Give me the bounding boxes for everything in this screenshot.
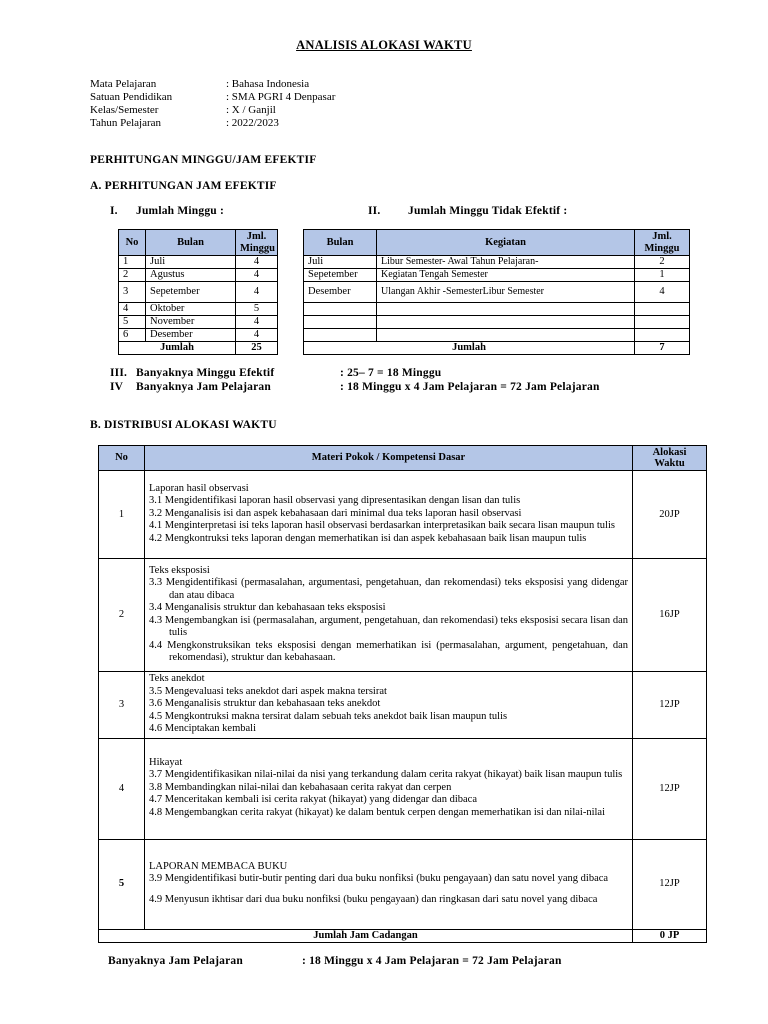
t3-cell-no: 1 (99, 471, 145, 559)
table-row (99, 471, 707, 559)
section-a-heading: A. PERHITUNGAN JAM EFEKTIF (90, 180, 277, 192)
t3-total-label: Jumlah Jam Cadangan (99, 929, 633, 942)
document-title: ANALISIS ALOKASI WAKTU (296, 38, 472, 52)
summary-iii-value: : 25– 7 = 18 Minggu (340, 367, 442, 379)
table-distribusi-alokasi (98, 445, 707, 943)
kd-item: 3.9 Mengidentifikasi butir-butir penting dari dua buku nonfiksi (buku pengayaan) dan satu novel yang dibaca (149, 873, 609, 885)
materi-title: Laporan hasil observasi (149, 482, 249, 494)
t2-cell-jml (635, 329, 690, 342)
kd-item: 4.9 Menyusun ikhtisar dari dua buku nonfiksi (buku pengayaan) dan ringkasan dari satu novel yang dibaca (149, 893, 598, 905)
spacer (149, 886, 628, 894)
footer-value: : 18 Minggu x 4 Jam Pelajaran = 72 Jam Pelajaran (302, 955, 562, 967)
t1-cell-bulan: Desember (146, 329, 236, 342)
t3-cell-materi (145, 738, 633, 839)
table-minggu-tidak-efektif (303, 229, 690, 355)
sub-i-num: I. (110, 205, 118, 217)
t1-cell-jml: 4 (236, 329, 278, 342)
t2-cell-jml (635, 303, 690, 316)
t2-total-row (304, 342, 690, 355)
materi-title: Teks anekdot (149, 673, 205, 684)
table-row (119, 256, 278, 269)
summary-iv-value: : 18 Minggu x 4 Jam Pelajaran = 72 Jam Pelajaran (340, 381, 600, 393)
info-label-mapel: Mata Pelajaran (90, 78, 157, 90)
t1-header-jml: Jml. Minggu (236, 230, 278, 256)
kd-item: 3.8 Membandingkan nilai-nilai dan kebahasaan cerita rakyat dan cerpen (149, 781, 452, 793)
info-value-kelas: : X / Ganjil (226, 104, 276, 116)
table-row (119, 329, 278, 342)
kd-item: 4.1 Menginterpretasi isi teks laporan hasil observasi berdasarkan interpretasikan baik secara lisan maupun tulis (149, 520, 615, 532)
kd-item: 3.1 Mengidentifikasi laporan hasil observasi yang dipresentasikan dengan lisan dan tulis (149, 495, 521, 507)
sub-ii-num: II. (368, 205, 381, 217)
t1-cell-jml: 4 (236, 269, 278, 282)
kd-item: 3.4 Menganalisis struktur dan kebahasaan teks eksposisi (149, 602, 386, 613)
t1-cell-bulan: Agustus (146, 269, 236, 282)
t1-cell-bulan: Sepetember (146, 282, 236, 303)
summary-iii-label: Banyaknya Minggu Efektif (136, 367, 275, 379)
table-row (99, 738, 707, 839)
info-label-satuan: Satuan Pendidikan (90, 91, 173, 103)
info-value-mapel: : Bahasa Indonesia (226, 78, 310, 90)
t3-cell-alokasi: 12JP (633, 672, 707, 739)
t2-cell-jml: 4 (635, 282, 690, 303)
t2-cell-kegiatan (377, 316, 635, 329)
t3-total-row (99, 929, 707, 942)
t3-cell-materi (145, 672, 633, 739)
t3-cell-alokasi: 12JP (633, 738, 707, 839)
t3-cell-no: 3 (99, 672, 145, 739)
t1-cell-jml: 5 (236, 303, 278, 316)
info-value-satuan: : SMA PGRI 4 Denpasar (226, 91, 336, 103)
table-row (304, 316, 690, 329)
footer-label: Banyaknya Jam Pelajaran (108, 955, 243, 967)
t1-cell-no: 6 (119, 329, 146, 342)
t3-header-no: No (99, 446, 145, 471)
t3-cell-alokasi: 16JP (633, 559, 707, 672)
t1-cell-bulan: Oktober (146, 303, 236, 316)
info-values (226, 78, 335, 130)
t2-cell-bulan (304, 316, 377, 329)
kd-item: 4.2 Mengkontruksi teks laporan dengan memerhatikan isi dan aspek kebahasaan baik lisan maupun tulis (149, 532, 587, 544)
t1-cell-no: 4 (119, 303, 146, 316)
t3-cell-materi (145, 471, 633, 559)
t1-total-row (119, 342, 278, 355)
materi-title: Hikayat (149, 756, 183, 768)
sub-ii-text: Jumlah Minggu Tidak Efektif : (408, 205, 568, 217)
t1-header-no: No (119, 230, 146, 256)
table-row (99, 559, 707, 672)
kd-item: 4.3 Mengembangkan isi (permasalahan, argument, pengetahuan, dan rekomendasi) teks eksposisi secara lisan dan tulis (149, 614, 628, 638)
t2-cell-kegiatan (377, 303, 635, 316)
info-labels (90, 78, 172, 130)
t3-cell-no: 5 (99, 839, 145, 929)
kd-item: 3.6 Menganalisis struktur dan kebahasaan teks anekdot (149, 698, 381, 709)
table-row (119, 316, 278, 329)
t1-cell-no: 3 (119, 282, 146, 303)
t2-cell-kegiatan: Libur Semester- Awal Tahun Pelajaran- (377, 256, 635, 269)
t2-cell-bulan: Juli (304, 256, 377, 269)
t1-total-label: Jumlah (119, 342, 236, 355)
table-row (119, 269, 278, 282)
table-row (304, 329, 690, 342)
materi-title: LAPORAN MEMBACA BUKU (149, 860, 288, 872)
section-b-heading: B. DISTRIBUSI ALOKASI WAKTU (90, 419, 277, 431)
t2-cell-jml: 2 (635, 256, 690, 269)
kd-item: 4.5 Mengkontruksi makna tersirat dalam sebuah teks anekdot baik lisan maupun tulis (149, 710, 508, 722)
table-row (99, 839, 707, 929)
table-row (304, 303, 690, 316)
t2-total-value: 7 (635, 342, 690, 355)
t1-total-value: 25 (236, 342, 278, 355)
t2-cell-bulan (304, 303, 377, 316)
summary-iv-num: IV (110, 381, 124, 393)
t1-cell-no: 5 (119, 316, 146, 329)
table-jumlah-minggu (118, 229, 278, 355)
kd-item: 3.3 Mengidentifikasi (permasalahan, argumentasi, pengetahuan, dan rekomendasi) teks eksposisi yang didengar dan atau dibaca (149, 577, 628, 601)
info-value-tahun: : 2022/2023 (226, 117, 279, 129)
t3-cell-alokasi: 12JP (633, 839, 707, 929)
t3-cell-materi (145, 559, 633, 672)
table-row (304, 256, 690, 269)
t2-cell-kegiatan (377, 329, 635, 342)
kd-item: 3.7 Mengidentifikasikan nilai-nilai da nisi yang terkandung dalam cerita rakyat (hikayat) baik lisan maupun tulis (149, 769, 623, 781)
summary-iv-label: Banyaknya Jam Pelajaran (136, 381, 271, 393)
heading-main: PERHITUNGAN MINGGU/JAM EFEKTIF (90, 154, 317, 166)
table-row (119, 303, 278, 316)
info-label-tahun: Tahun Pelajaran (90, 117, 162, 129)
t2-cell-bulan: Desember (304, 282, 377, 303)
t3-total-value: 0 JP (633, 929, 707, 942)
sub-i-text: Jumlah Minggu : (136, 205, 224, 217)
t2-cell-jml (635, 316, 690, 329)
t1-cell-jml: 4 (236, 256, 278, 269)
kd-item: 3.5 Mengevaluasi teks anekdot dari aspek makna tersirat (149, 685, 387, 697)
t1-cell-jml: 4 (236, 316, 278, 329)
t3-cell-materi (145, 839, 633, 929)
t2-cell-bulan (304, 329, 377, 342)
t1-cell-bulan: Juli (146, 256, 236, 269)
table-row (304, 282, 690, 303)
t1-cell-no: 1 (119, 256, 146, 269)
materi-title: Teks eksposisi (149, 564, 210, 576)
t2-cell-jml: 1 (635, 269, 690, 282)
t2-cell-kegiatan: Kegiatan Tengah Semester (377, 269, 635, 282)
t3-cell-alokasi: 20JP (633, 471, 707, 559)
t1-cell-jml: 4 (236, 282, 278, 303)
table-row (99, 672, 707, 739)
t1-header-bulan: Bulan (146, 230, 236, 256)
t3-header-materi: Materi Pokok / Kompetensi Dasar (145, 446, 633, 471)
t2-header-kegiatan: Kegiatan (377, 230, 635, 256)
kd-item: 4.4 Mengkonstruksikan teks eksposisi dengan memerhatikan isi (permasalahan, argument, pengetahuan, dan rekomendasi), struktur dan kebahasaan. (149, 639, 628, 663)
t3-header-alokasi: Alokasi Waktu (633, 446, 707, 471)
t2-header-bulan: Bulan (304, 230, 377, 256)
t2-cell-kegiatan: Ulangan Akhir -SemesterLibur Semester (377, 282, 635, 303)
kd-item: 4.6 Menciptakan kembali (149, 723, 257, 734)
table-row (304, 269, 690, 282)
info-label-kelas: Kelas/Semester (90, 104, 159, 116)
kd-item: 3.2 Menganalisis isi dan aspek kebahasaan dari minimal dua teks laporan hasil observasi (149, 507, 522, 519)
t3-cell-no: 2 (99, 559, 145, 672)
t1-cell-bulan: November (146, 316, 236, 329)
table-row (119, 282, 278, 303)
t2-cell-bulan: Sepetember (304, 269, 377, 282)
summary-iii-num: III. (110, 367, 128, 379)
t2-header-jml: Jml. Minggu (635, 230, 690, 256)
t2-total-label: Jumlah (304, 342, 635, 355)
t3-cell-no: 4 (99, 738, 145, 839)
kd-item: 4.7 Menceritakan kembali isi cerita rakyat (hikayat) yang didengar dan dibaca (149, 794, 477, 806)
kd-item: 4.8 Mengembangkan cerita rakyat (hikayat) ke dalam bentuk cerpen dengan memerhatikan isi dan nilai-nilai (149, 806, 605, 818)
t1-cell-no: 2 (119, 269, 146, 282)
